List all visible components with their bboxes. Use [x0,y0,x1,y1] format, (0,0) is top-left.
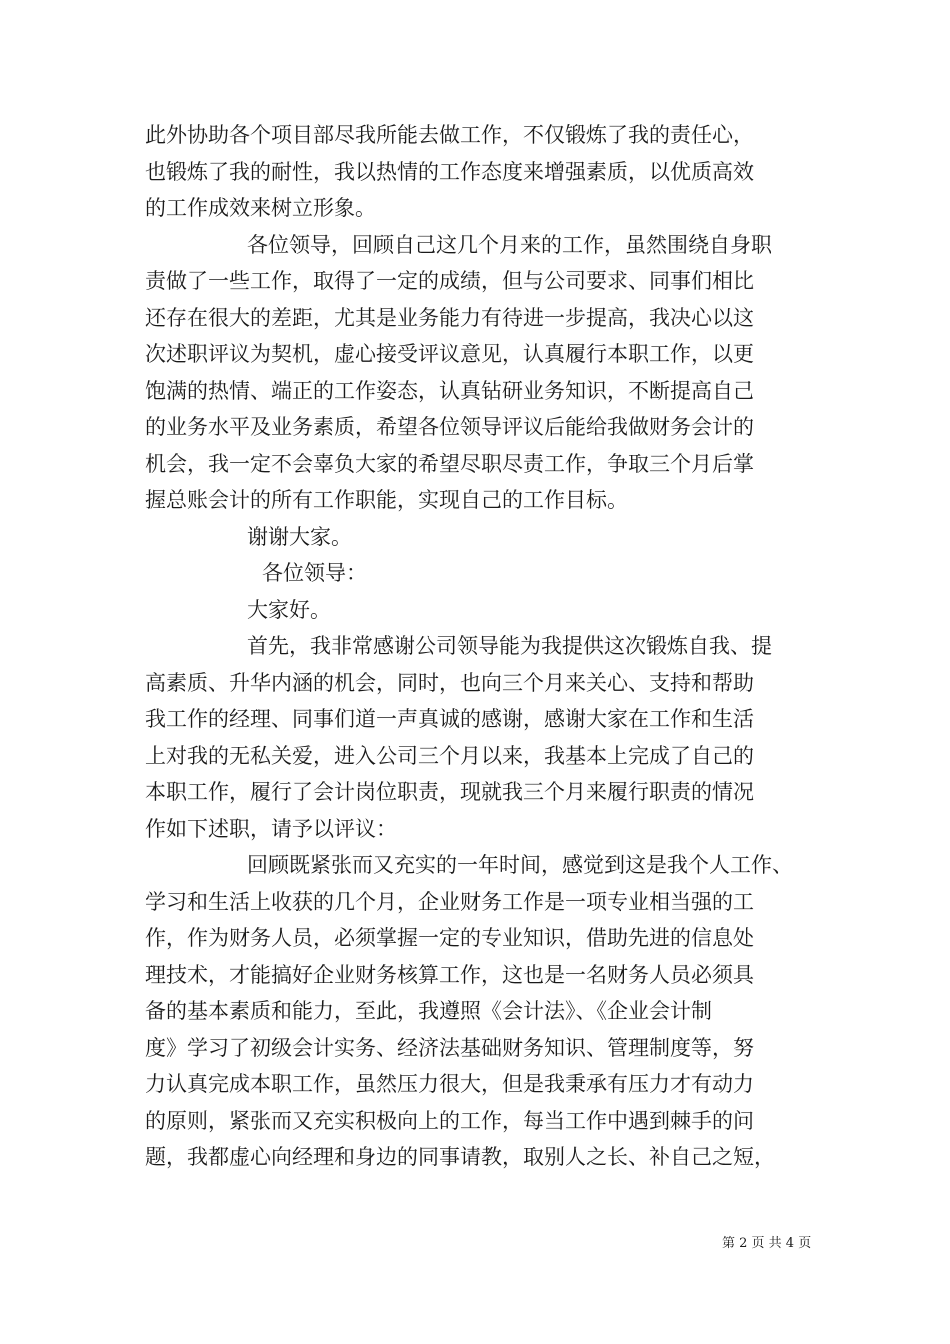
greeting-line: 大家好。 [247,597,331,622]
text-line: 的业务水平及业务素质，希望各位领导评议后能给我做财务会计的 [145,415,754,439]
text-line: 也锻炼了我的耐性，我以热情的工作态度来增强素质，以优质高效 [145,159,754,184]
text-line: 我工作的经理、同事们道一声真诚的感谢，感谢大家在工作和生活 [145,707,754,731]
text-line: 题，我都虚心向经理和身边的同事请教，取别人之长、补自己之短， [145,1145,775,1169]
salutation-line: 各位领导： [262,561,367,585]
text-line: 作如下述职，请予以评议： [145,816,397,841]
text-line: 责做了一些工作，取得了一定的成绩，但与公司要求、同事们相比 [145,269,754,293]
text-line: 理技术，才能搞好企业财务核算工作，这也是一名财务人员必须具 [145,962,754,987]
text-line: 度》学习了初级会计实务、经济法基础财务知识、管理制度等，努 [145,1035,754,1060]
text-line: 上对我的无私关爱，进入公司三个月以来，我基本上完成了自己的 [145,743,754,768]
text-line: 备的基本素质和能力，至此，我遵照《会计法》、《企业会计制 [145,999,712,1023]
text-line: 本职工作，履行了会计岗位职责，现就我三个月来履行职责的情况 [145,780,754,804]
text-line: 还存在很大的差距，尤其是业务能力有待进一步提高，我决心以这 [145,305,754,330]
closing-line: 谢谢大家。 [247,524,352,549]
page-number: 第 2 页 共 4 页 [722,1236,812,1251]
text-line: 握总账会计的所有工作职能，实现自己的工作目标。 [145,488,628,512]
text-line: 高素质、升华内涵的机会，同时，也向三个月来关心、支持和帮助 [145,670,754,695]
text-line: 力认真完成本职工作，虽然压力很大，但是我秉承有压力才有动力 [145,1072,754,1096]
text-line: 的工作成效来树立形象。 [145,196,376,220]
text-line: 此外协助各个项目部尽我所能去做工作，不仅锻炼了我的责任心， [145,123,754,147]
paragraph-start-line: 首先，我非常感谢公司领导能为我提供这次锻炼自我、提 [247,634,772,658]
text-line: 机会，我一定不会辜负大家的希望尽职尽责工作，争取三个月后掌 [145,451,754,476]
text-line: 作，作为财务人员，必须掌握一定的专业知识，借助先进的信息处 [145,926,754,950]
body-text [145,117,825,1176]
paragraph-start-line: 各位领导，回顾自己这几个月来的工作，虽然围绕自身职 [247,232,772,257]
text-line: 学习和生活上收获的几个月，企业财务工作是一项专业相当强的工 [145,889,754,914]
text-line: 饱满的热情、端正的工作姿态，认真钻研业务知识，不断提高自己 [145,378,754,403]
text-line: 次述职评议为契机，虚心接受评议意见，认真履行本职工作，以更 [145,342,754,366]
text-line: 的原则，紧张而又充实积极向上的工作，每当工作中遇到棘手的问 [145,1108,754,1133]
paragraph-start-line: 回顾既紧张而又充实的一年时间，感觉到这是我个人工作、 [247,853,793,877]
